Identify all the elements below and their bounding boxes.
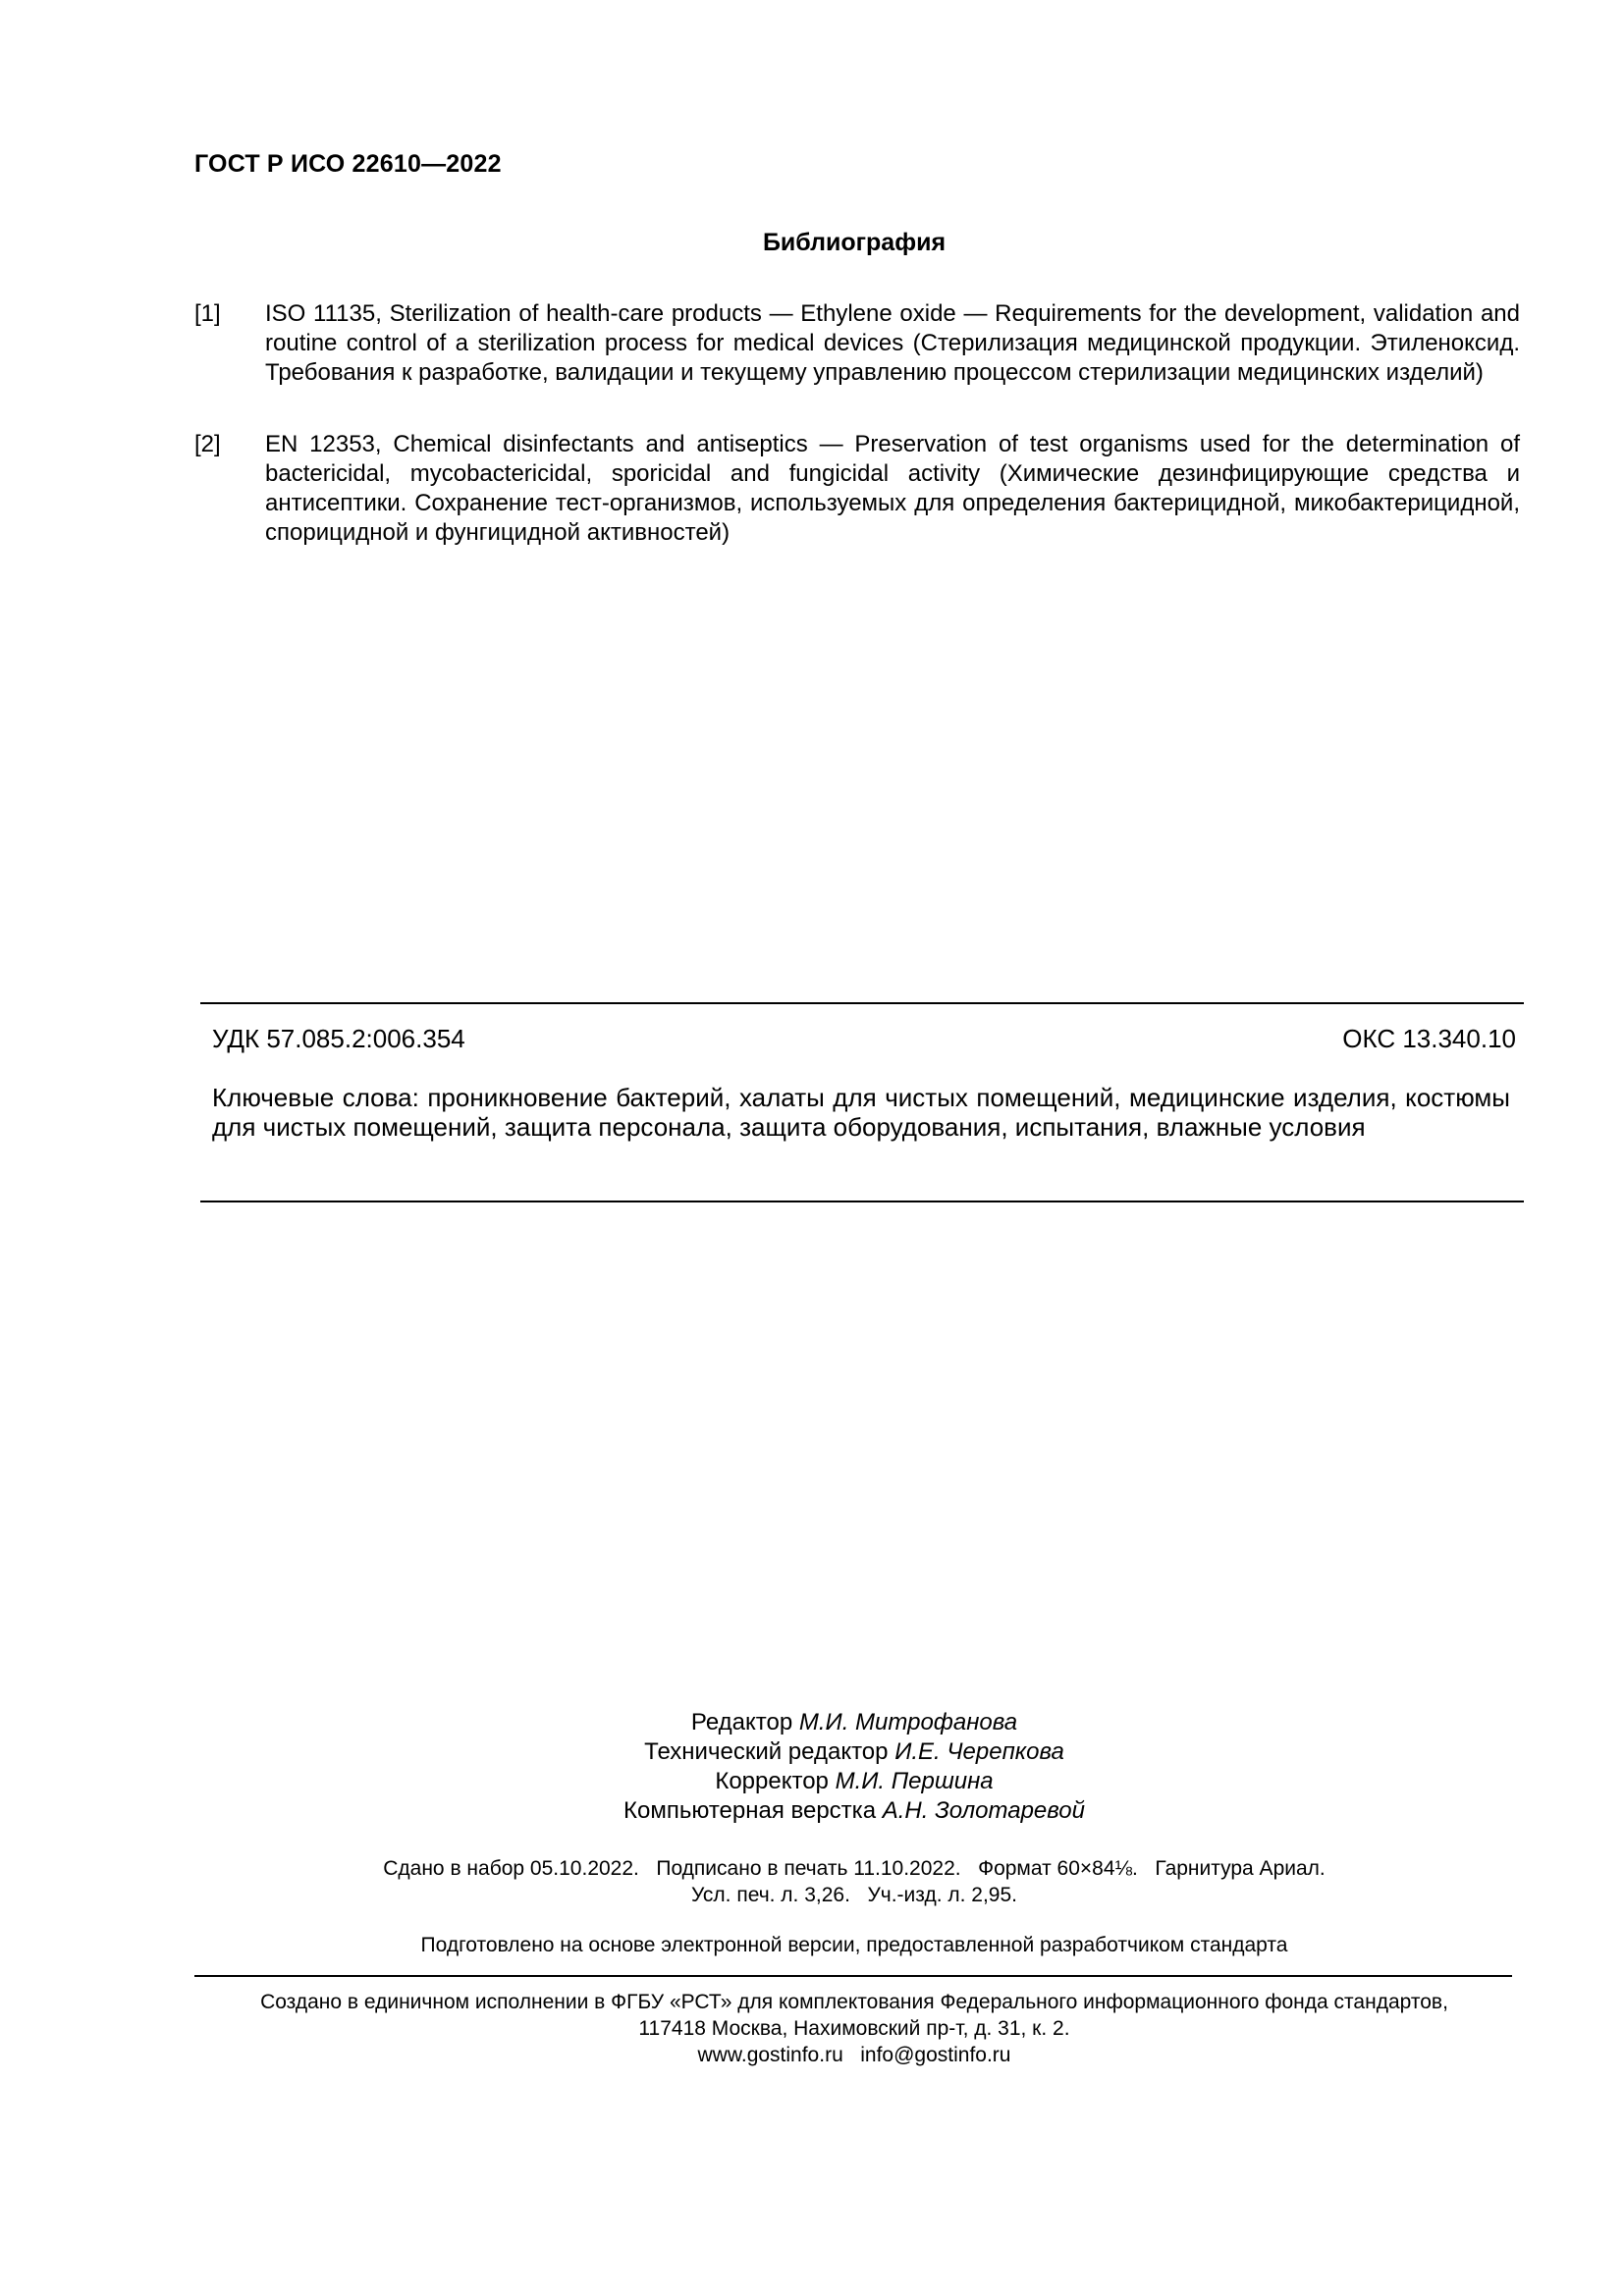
credit-label: Технический редактор xyxy=(644,1738,889,1765)
credit-name: М.И. Першина xyxy=(835,1768,994,1794)
reference-number: [1] xyxy=(194,300,221,327)
credit-editor xyxy=(0,1708,1624,1737)
credit-label: Корректор xyxy=(715,1768,829,1794)
reference-item xyxy=(194,299,1520,388)
credit-label: Компьютерная верстка xyxy=(623,1797,877,1824)
publisher-web: www.gostinfo.ru info@gostinfo.ru xyxy=(697,2044,1011,2066)
credit-layout xyxy=(0,1796,1624,1826)
publisher-info xyxy=(0,1989,1624,2068)
document-header: ГОСТ Р ИСО 22610—2022 xyxy=(194,150,502,178)
credits-block xyxy=(0,1708,1624,1826)
credit-name: М.И. Митрофанова xyxy=(798,1709,1018,1735)
publisher-address: 117418 Москва, Нахимовский пр-т, д. 31, к. 2. xyxy=(638,2017,1070,2040)
keywords: Ключевые слова: проникновение бактерий, халаты для чистых помещений, медицинские изделия, костюмы для чистых помещений, защита персонала, защита оборудования, испытания, влажные условия xyxy=(212,1083,1510,1142)
credit-tech-editor xyxy=(0,1737,1624,1767)
reference-number: [2] xyxy=(194,431,221,457)
credit-label: Редактор xyxy=(690,1709,793,1735)
bibliography-title: Библиография xyxy=(762,229,947,256)
reference-text: EN 12353, Chemical disinfectants and antiseptics — Preservation of test organisms used for the determination of bactericidal, mycobactericidal, sporicidal and fungicidal activity (Химические дезинфицирующие средства и антисептики. Сохранение тест-организмов, используемых для определения бактерицидной, микобактерицидной, спорицидной и фунгицидной активностей) xyxy=(265,431,1520,546)
print-info xyxy=(0,1855,1624,1908)
credit-name: И.Е. Черепкова xyxy=(894,1738,1064,1765)
udk-code: УДК 57.085.2:006.354 xyxy=(212,1024,465,1053)
credit-proofreader xyxy=(0,1767,1624,1796)
reference-text: ISO 11135, Sterilization of health-care products — Ethylene oxide — Requirements for the development, validation and routine control of a sterilization process for medical devices (Стерилизация медицинской продукции. Этиленоксид. Требования к разработке, валидации и текущему управлению процессом стерилизации медицинских изделий) xyxy=(265,300,1520,386)
print-info-line: Усл. печ. л. 3,26. Уч.-изд. л. 2,95. xyxy=(690,1884,1017,1906)
divider-footer xyxy=(194,1975,1512,1977)
reference-item xyxy=(194,430,1520,548)
divider-top xyxy=(200,1002,1524,1004)
publisher-line: Создано в единичном исполнении в ФГБУ «РСТ» для комплектования Федерального информационного фонда стандартов, xyxy=(260,1991,1448,2013)
print-info-line: Сдано в набор 05.10.2022. Подписано в печать 11.10.2022. Формат 60×84⅛. Гарнитура Ариал. xyxy=(383,1857,1326,1880)
oks-code: ОКС 13.340.10 xyxy=(1342,1024,1516,1053)
prepared-note: Подготовлено на основе электронной версии, предоставленной разработчиком стандарта xyxy=(420,1934,1288,1956)
credit-name: А.Н. Золотаревой xyxy=(882,1797,1085,1824)
divider-bottom xyxy=(200,1201,1524,1202)
